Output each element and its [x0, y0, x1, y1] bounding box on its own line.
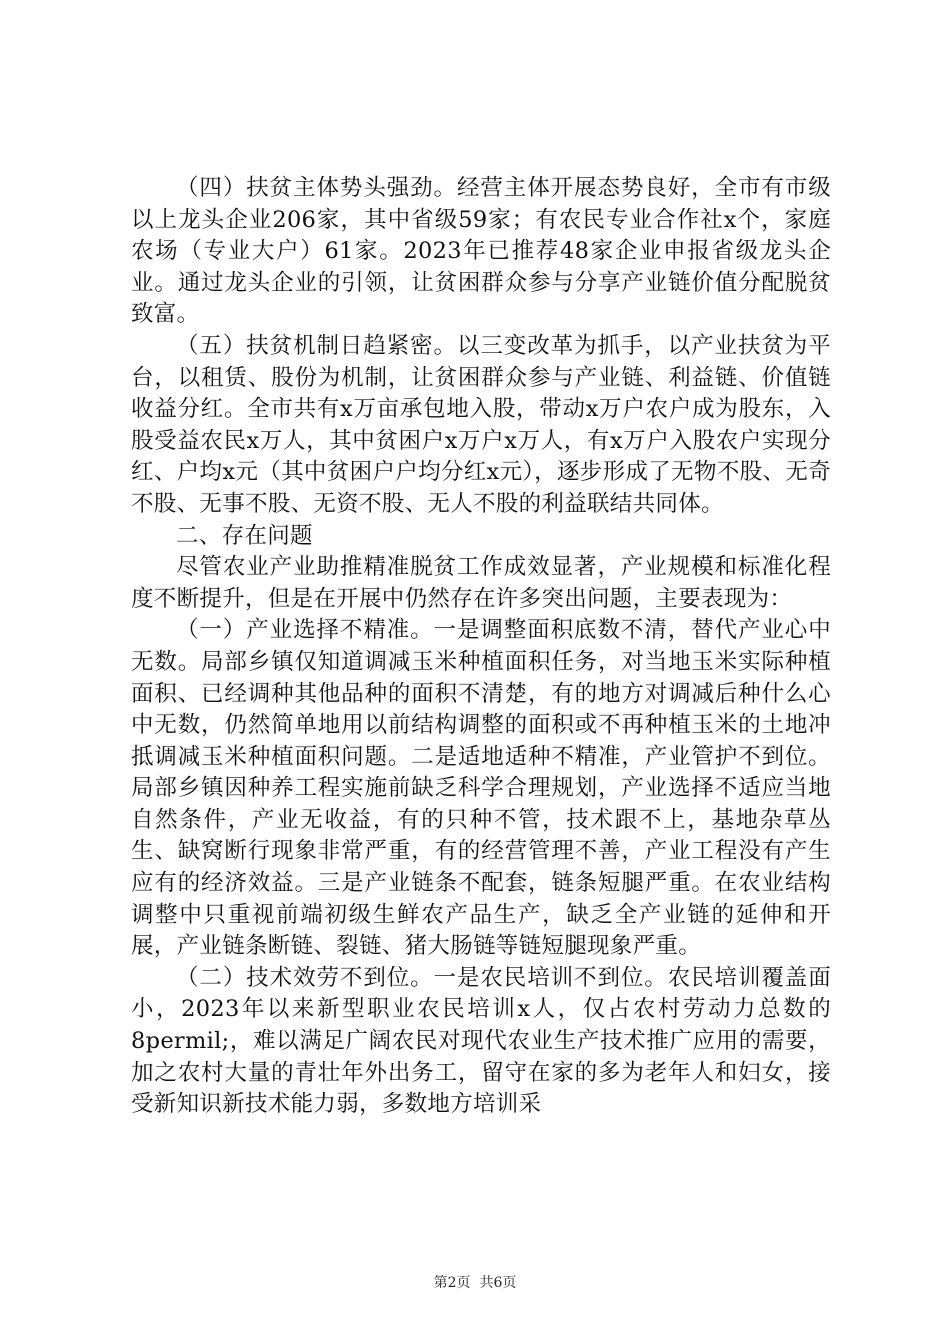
heading-existing-problems: 二、存在问题: [176, 522, 313, 549]
paragraph-section-five: （五）扶贫机制日趋紧密。以三变改革为抓手，以产业扶贫为平台，以租赁、股份为机制，让贫困群众参与产业链、利益链、价值链收益分红。全市共有x万亩承包地入股，带动x万户农户成为股东，入股受益农民x万人，其中贫困户x万户x万人，有x万户入股农户实现分红、户均x元（其中贫困户户均分红x元），逐步形成了无物不股、无奇不股、无事不股、无资不股、无人不股的利益联结共同体。: [131, 332, 831, 517]
page-footer: [0, 1272, 950, 1292]
page-number: 第2页: [433, 1275, 471, 1291]
paragraph-problem-two: （二）技术效劳不到位。一是农民培训不到位。农民培训覆盖面小，2023年以来新型职业农民培训x人，仅占农村劳动力总数的8permil;，难以满足广阔农民对现代农业生产技术推广应用的需要，加之农村大量的青壮年外出务工，留守在家的多为老年人和妇女，接受新知识新技术能力弱，多数地方培训采: [131, 964, 831, 1118]
document-body: [131, 173, 831, 1121]
paragraph-problem-one: （一）产业选择不精准。一是调整面积底数不清，替代产业心中无数。局部乡镇仅知道调减玉米种植面积任务，对当地玉米实际种植面积、已经调种其他品种的面积不清楚，有的地方对调减后种什么心中无数，仍然简单地用以前结构调整的面积或不再种植玉米的土地冲抵调减玉米种植面积问题。二是适地适种不精准，产业管护不到位。局部乡镇因种养工程实施前缺乏科学合理规划，产业选择不适应当地自然条件，产业无收益，有的只种不管，技术跟不上，基地杂草丛生、缺窝断行现象非常严重，有的经营管理不善，产业工程没有产生应有的经济效益。三是产业链条不配套，链条短腿严重。在农业结构调整中只重视前端初级生鲜农产品生产，缺乏全产业链的延伸和开展，产业链条断链、裂链、猪大肠链等链短腿现象严重。: [131, 617, 831, 960]
paragraph-problems-intro: 尽管农业产业助推精准脱贫工作成效显著，产业规模和标准化程度不断提升，但是在开展中仍然存在许多突出问题，主要表现为：: [131, 554, 831, 612]
page-total: 共6页: [479, 1275, 517, 1291]
paragraph-section-four: （四）扶贫主体势头强劲。经营主体开展态势良好，全市有市级以上龙头企业206家，其中省级59家；有农民专业合作社x个，家庭农场（专业大户）61家。2023年已推荐48家企业申报省级龙头企业。通过龙头企业的引领，让贫困群众参与分享产业链价值分配脱贫致富。: [131, 175, 831, 328]
